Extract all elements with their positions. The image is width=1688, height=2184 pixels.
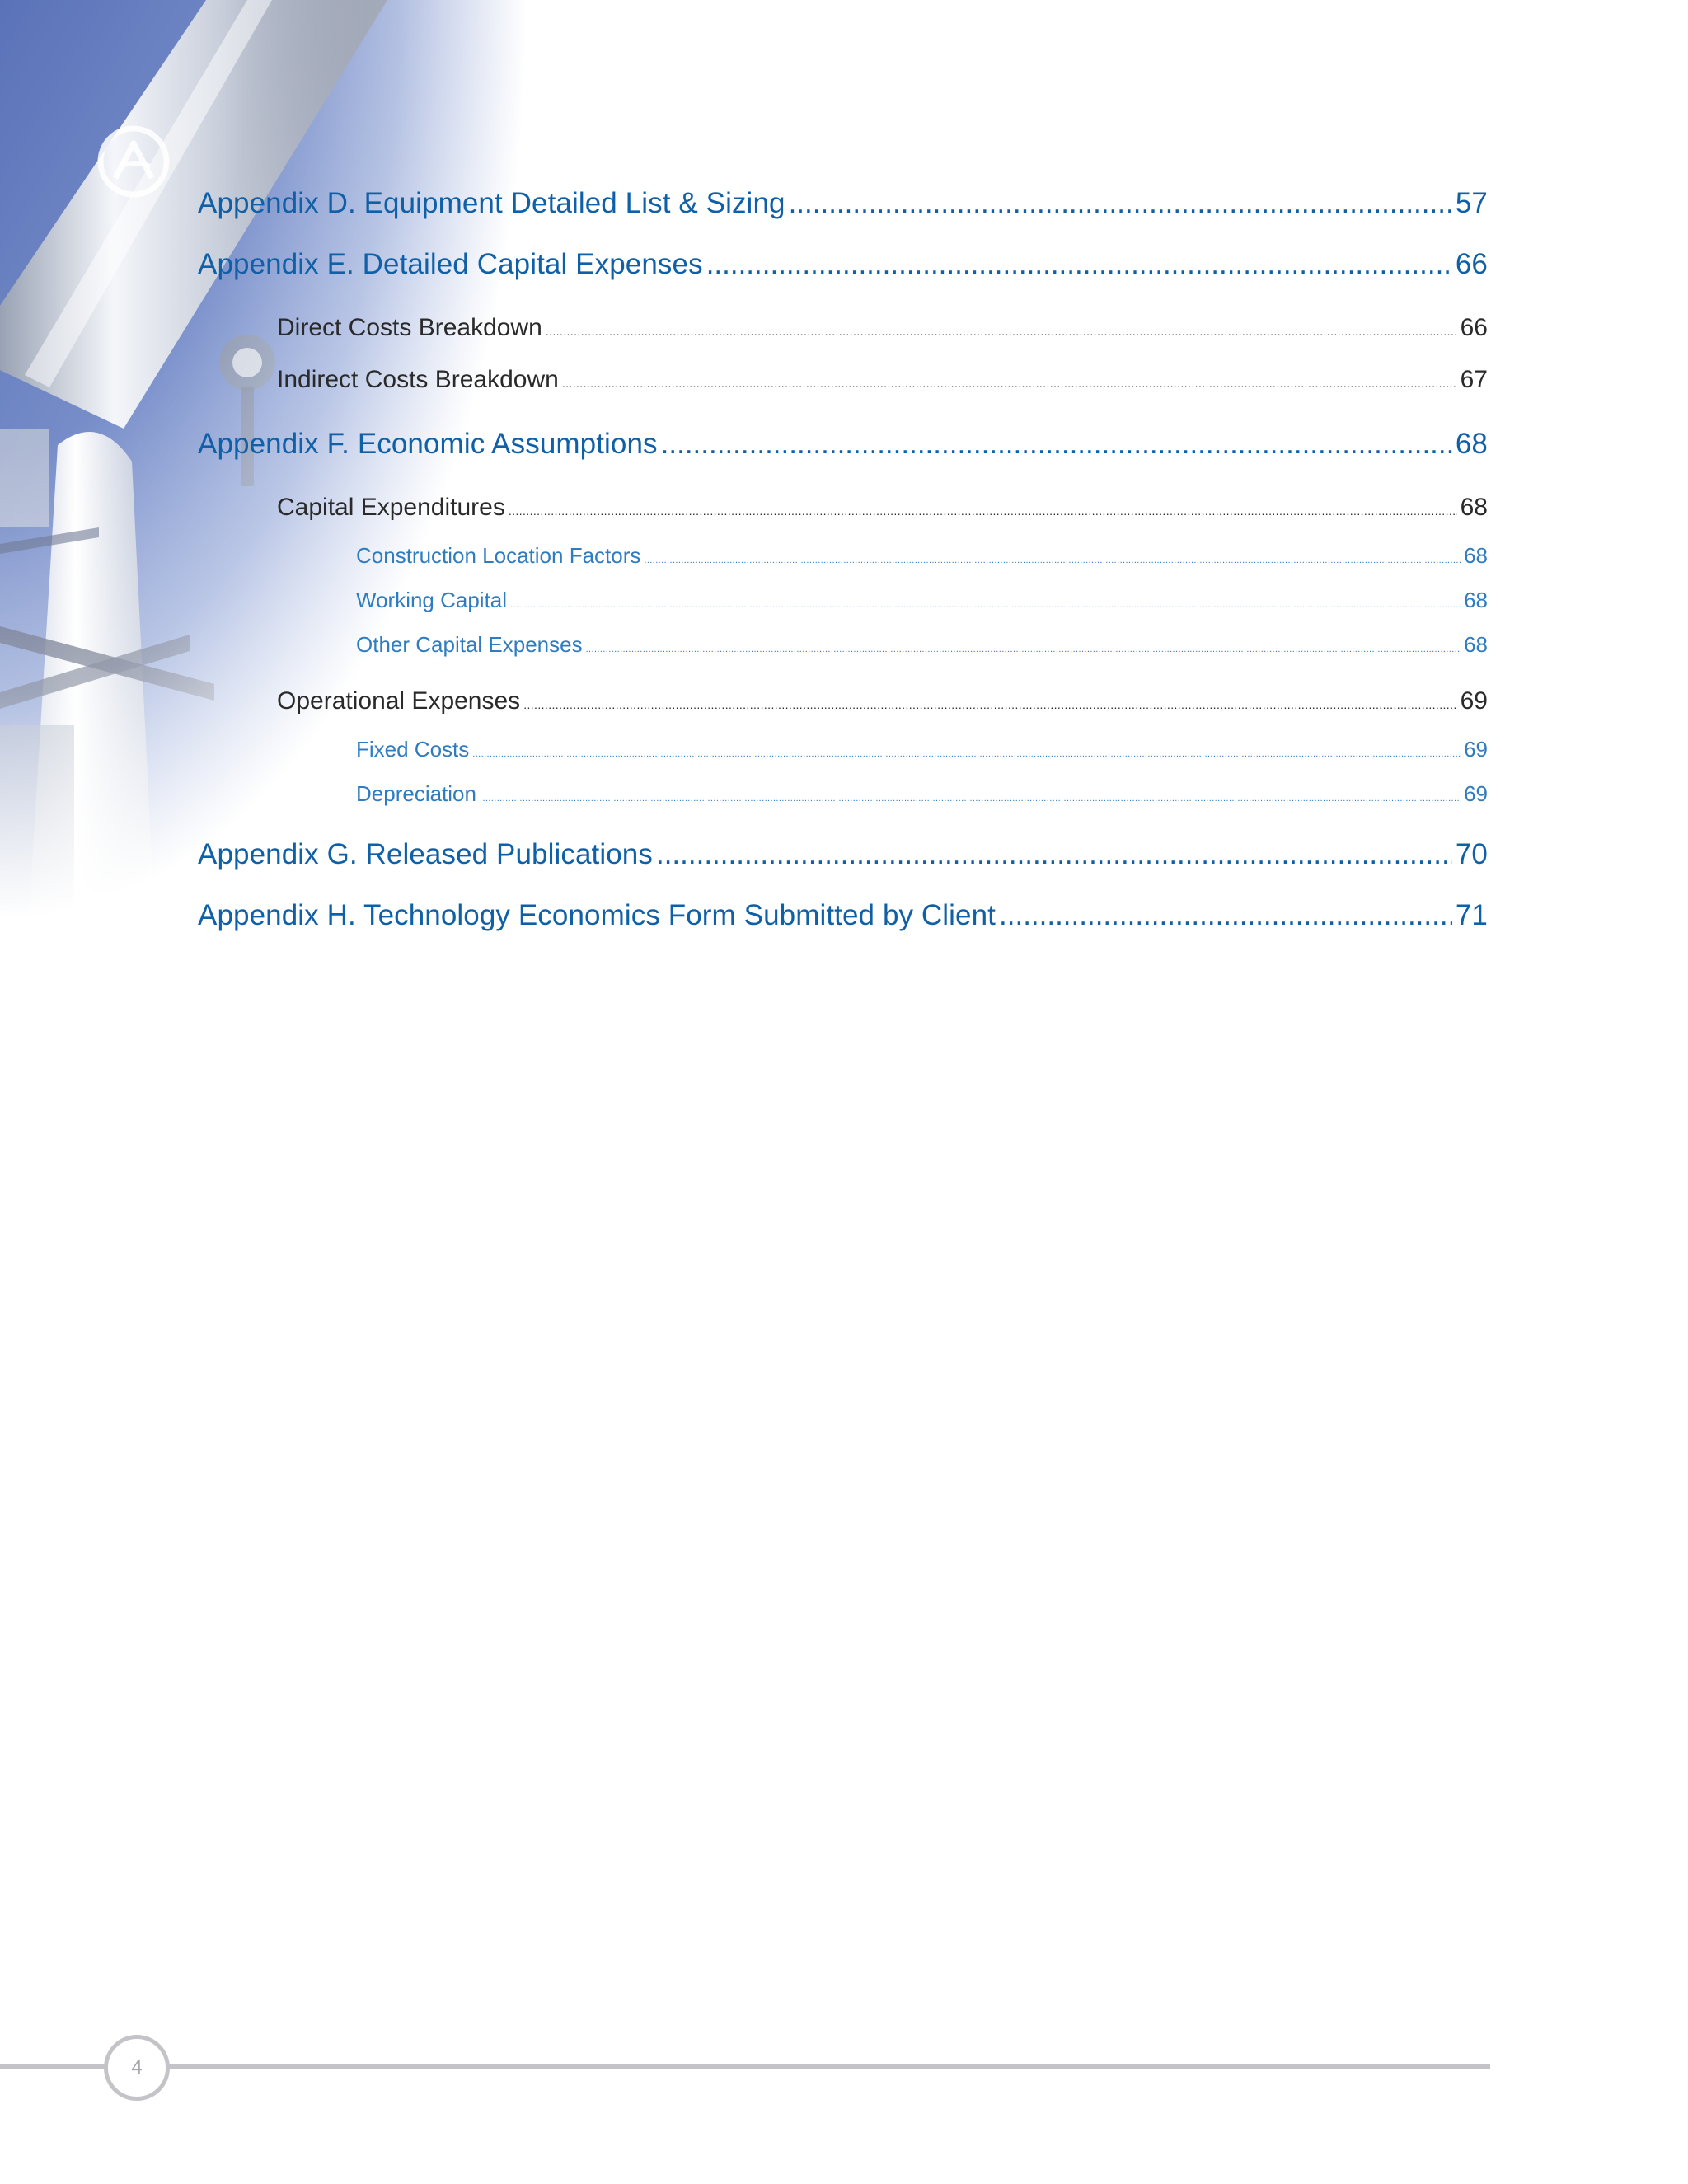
toc-entry-page: 69 (1464, 737, 1488, 762)
toc-entry-appendix-d[interactable] (198, 173, 1488, 234)
toc-entry-appendix-g[interactable] (198, 824, 1488, 885)
dot-leader (661, 414, 1452, 475)
toc-entry-page: 68 (1455, 428, 1488, 460)
toc-entry-construction-location-factors[interactable] (198, 533, 1488, 578)
toc-entry-page: 70 (1455, 838, 1488, 870)
toc-entry-page: 68 (1464, 588, 1488, 612)
table-of-contents (198, 173, 1488, 946)
dot-leader (562, 358, 1457, 410)
toc-entry-appendix-h[interactable] (198, 885, 1488, 946)
toc-entry-title: Direct Costs Breakdown (277, 314, 542, 341)
toc-entry-page: 66 (1455, 248, 1488, 280)
toc-entry-title: Construction Location Factors (356, 543, 641, 568)
toc-entry-title: Other Capital Expenses (356, 632, 583, 657)
dot-leader (523, 679, 1456, 731)
toc-entry-page: 68 (1464, 543, 1488, 568)
dot-leader (509, 485, 1457, 537)
toc-entry-title: Appendix H. Technology Economics Form Submitted by Client (198, 899, 996, 931)
toc-entry-direct-costs[interactable] (198, 302, 1488, 354)
dot-leader (480, 776, 1461, 821)
dot-leader (999, 885, 1452, 946)
toc-entry-title: Appendix F. Economic Assumptions (198, 428, 658, 460)
toc-entry-working-capital[interactable] (198, 578, 1488, 622)
toc-entry-title: Fixed Costs (356, 737, 470, 762)
toc-entry-capital-expenditures[interactable] (198, 481, 1488, 533)
toc-entry-page: 66 (1460, 314, 1488, 341)
toc-entry-indirect-costs[interactable] (198, 354, 1488, 405)
page-number: 4 (131, 2056, 143, 2079)
toc-entry-title: Working Capital (356, 588, 508, 612)
toc-entry-page: 57 (1455, 187, 1488, 219)
toc-entry-title: Depreciation (356, 781, 476, 806)
toc-entry-appendix-e[interactable] (198, 234, 1488, 295)
toc-entry-title: Appendix E. Detailed Capital Expenses (198, 248, 703, 280)
toc-entry-page: 67 (1460, 366, 1488, 393)
toc-entry-other-capital-expenses[interactable] (198, 622, 1488, 667)
toc-entry-page: 68 (1460, 494, 1488, 521)
toc-entry-appendix-f[interactable] (198, 414, 1488, 475)
footer-rule (0, 2064, 1490, 2069)
dot-leader (644, 538, 1461, 583)
toc-entry-title: Operational Expenses (277, 687, 521, 715)
toc-entry-title: Appendix D. Equipment Detailed List & Sizing (198, 187, 785, 219)
toc-entry-title: Indirect Costs Breakdown (277, 366, 559, 393)
dot-leader (706, 234, 1452, 295)
dot-leader (789, 173, 1452, 234)
dot-leader (472, 732, 1461, 776)
dot-leader (546, 306, 1457, 358)
dot-leader (586, 627, 1461, 672)
toc-entry-title: Appendix G. Released Publications (198, 838, 653, 870)
toc-entry-operational-expenses[interactable] (198, 675, 1488, 727)
toc-entry-page: 71 (1455, 899, 1488, 931)
toc-entry-fixed-costs[interactable] (198, 727, 1488, 771)
dot-leader (510, 583, 1461, 627)
logo-icon (96, 124, 171, 199)
page-number-badge (104, 2035, 170, 2101)
toc-entry-title: Capital Expenditures (277, 494, 505, 521)
toc-entry-page: 69 (1460, 687, 1488, 715)
toc-entry-page: 68 (1464, 632, 1488, 657)
toc-entry-page: 69 (1464, 781, 1488, 806)
toc-entry-depreciation[interactable] (198, 771, 1488, 816)
dot-leader (656, 824, 1452, 885)
